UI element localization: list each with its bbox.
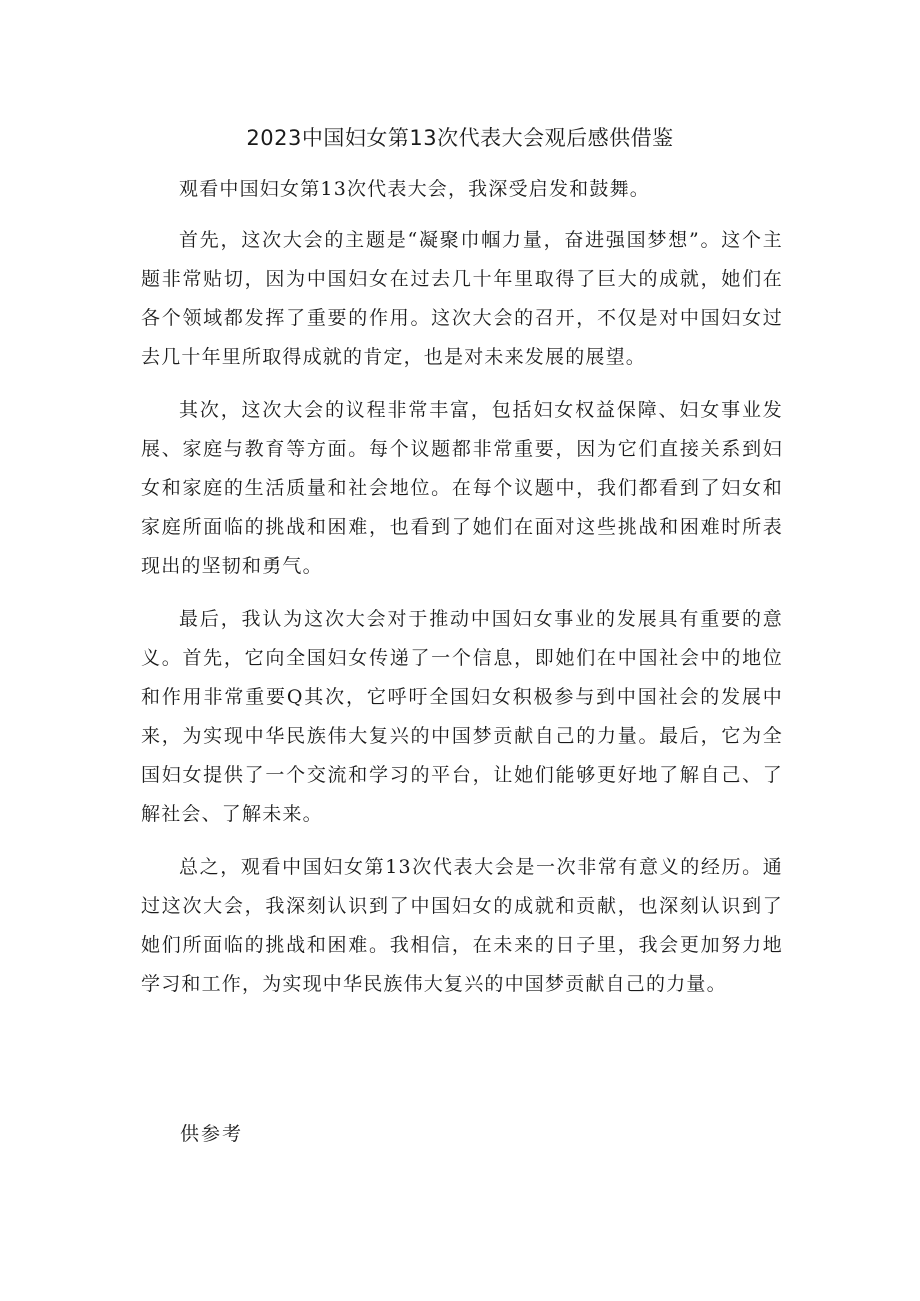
paragraph-intro: 观看中国妇女第13次代表大会，我深受启发和鼓舞。 [179, 178, 650, 200]
document-title: 2023中国妇女第13次代表大会观后感供借鉴 [246, 126, 674, 150]
paragraph-significance: 最后，我认为这次大会对于推动中国妇女事业的发展具有重要的意义。首先，它向全国妇女传递了一个信息，即她们在中国社会中的地位和作用非常重要Q其次，它呼吁全国妇女积极参与到中国社会的发展中来，为实现中华民族伟大复兴的中国梦贡献自己的力量。最后，它为全国妇女提供了一个交流和学习的平台，让她们能够更好地了解自己、了解社会、了解未来。 [141, 608, 783, 825]
paragraph-agenda: 其次，这次大会的议程非常丰富，包括妇女权益保障、妇女事业发展、家庭与教育等方面。每个议题都非常重要，因为它们直接关系到妇女和家庭的生活质量和社会地位。在每个议题中，我们都看到了妇女和家庭所面临的挑战和困难，也看到了她们在面对这些挑战和困难时所表现出的坚韧和勇气。 [141, 399, 783, 577]
paragraph-conclusion: 总之，观看中国妇女第13次代表大会是一次非常有意义的经历。通过这次大会，我深刻认识到了中国妇女的成就和贡献，也深刻认识到了她们所面临的挑战和困难。我相信，在未来的日子里，我会更加努力地学习和工作，为实现中华民族伟大复兴的中国梦贡献自己的力量。 [141, 856, 783, 995]
footer-note: 供参考 [180, 1123, 244, 1145]
paragraph-theme: 首先，这次大会的主题是“凝聚巾帼力量，奋进强国梦想”。这个主题非常贴切，因为中国妇女在过去几十年里取得了巨大的成就，她们在各个领域都发挥了重要的作用。这次大会的召开，不仅是对中国妇女过去几十年里所取得成就的肯定，也是对未来发展的展望。 [141, 229, 783, 368]
document-body [141, 170, 783, 1018]
